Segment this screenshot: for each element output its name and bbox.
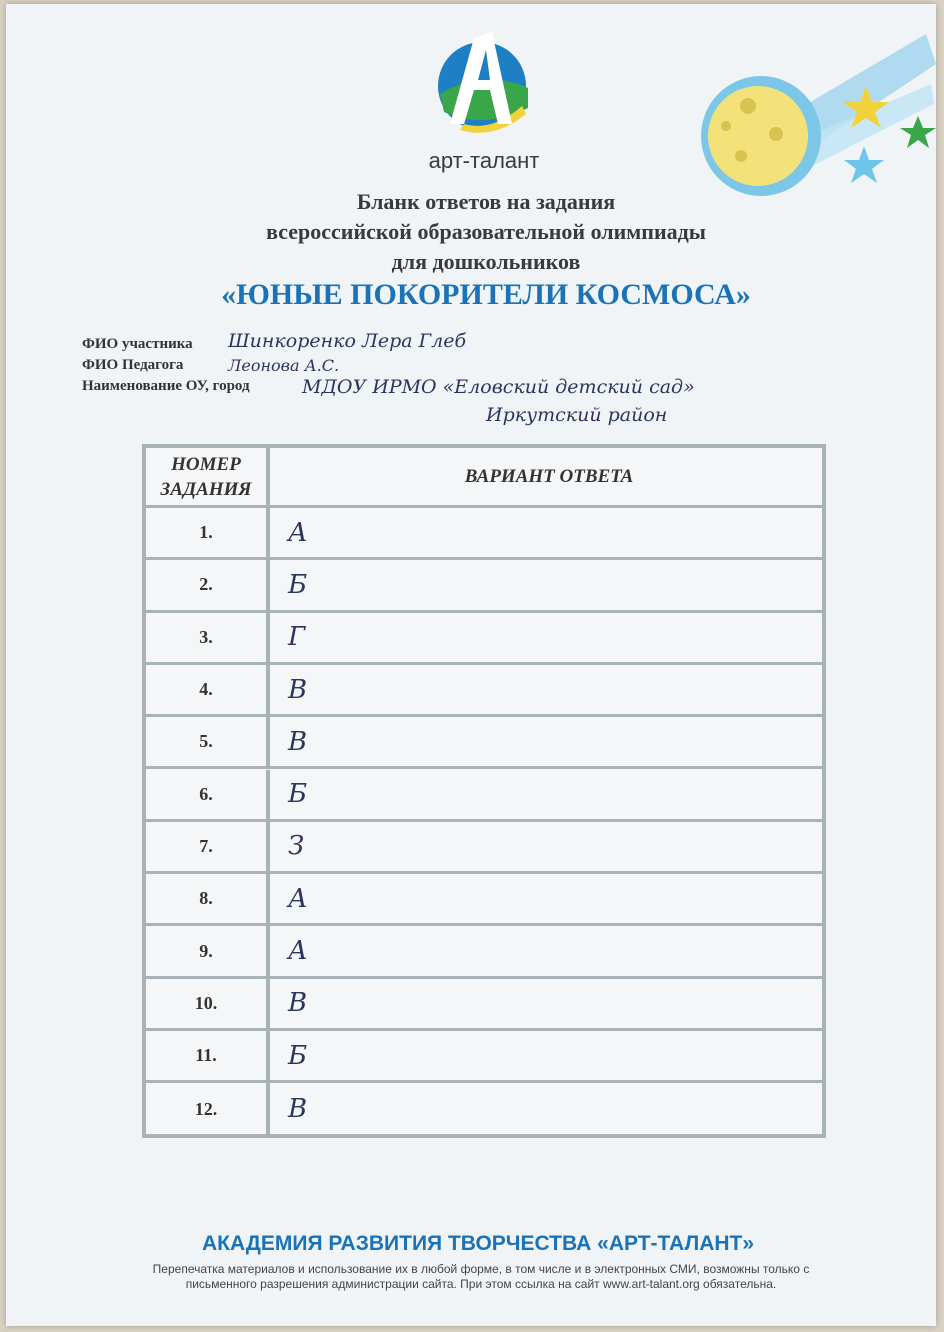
footer-title: АКАДЕМИЯ РАЗВИТИЯ ТВОРЧЕСТВА «АРТ-ТАЛАНТ» [201, 1232, 755, 1255]
brand-name: арт-талант [428, 148, 540, 173]
table-row [146, 1031, 822, 1083]
task-number: 11. [146, 1031, 270, 1080]
olympiad-title: «ЮНЫЕ ПОКОРИТЕЛИ КОСМОСА» [221, 278, 751, 311]
task-number: 10. [146, 979, 270, 1028]
table-row [146, 665, 822, 717]
answer-value: Б [288, 779, 308, 810]
answer-value: В [288, 674, 308, 705]
col-number-header [146, 448, 270, 505]
teacher-label: ФИО Педагога [82, 357, 184, 373]
col-number-line-1: НОМЕР [171, 453, 241, 475]
col-number-line-2: ЗАДАНИЯ [160, 478, 252, 500]
table-row [146, 822, 822, 874]
answer-value: З [288, 831, 305, 862]
answer-value: В [288, 988, 308, 1019]
task-number: 5. [146, 717, 270, 766]
table-row [146, 508, 822, 560]
table-header-row [146, 448, 822, 508]
task-number: 1. [146, 508, 270, 557]
task-number: 8. [146, 874, 270, 923]
task-number: 9. [146, 926, 270, 975]
answer-value: Г [288, 622, 306, 653]
footer-note-line-2: письменного разрешения администрации сайта. При этом ссылка на сайт www.art-talant.org обязательна. [185, 1277, 777, 1291]
col-answer-header: ВАРИАНТ ОТВЕТА [464, 465, 634, 487]
school-value-line-2: Иркутский район [486, 404, 668, 426]
participant-label: ФИО участника [82, 336, 193, 352]
table-row [146, 613, 822, 665]
task-number: 6. [146, 770, 270, 819]
school-value-line-1: МДОУ ИРМО «Еловский детский сад» [302, 376, 695, 398]
answer-sheet [6, 4, 936, 1326]
answer-value: В [288, 1094, 308, 1125]
art-talant-logo-icon [434, 28, 534, 140]
comet-stars-icon [696, 24, 944, 209]
answer-value: В [288, 726, 308, 757]
header-line-1: Бланк ответов на задания [356, 189, 616, 214]
table-row [146, 1083, 822, 1135]
table-row [146, 979, 822, 1031]
table-row [146, 717, 822, 769]
header-line-3: для дошкольников [391, 249, 581, 274]
task-number: 4. [146, 665, 270, 714]
table-row [146, 874, 822, 926]
answer-value: Б [288, 569, 308, 600]
answer-value: А [288, 883, 308, 914]
participant-value: Шинкоренко Лера Глеб [228, 330, 467, 352]
answer-value: А [288, 517, 308, 548]
table-row [146, 926, 822, 978]
table-row [146, 560, 822, 612]
school-label: Наименование ОУ, город [82, 378, 250, 394]
table-row [146, 770, 822, 822]
task-number: 12. [146, 1083, 270, 1135]
task-number: 7. [146, 822, 270, 871]
teacher-value: Леонова А.С. [228, 356, 340, 375]
answer-value: Б [288, 1040, 308, 1071]
answers-table [142, 444, 826, 1138]
footer-note-line-1: Перепечатка материалов и использование их в любой форме, в том числе и в электронных СМИ, возможны только с [152, 1262, 810, 1276]
answer-value: А [288, 936, 308, 967]
header-line-2: всероссийской образовательной олимпиады [266, 219, 706, 244]
task-number: 3. [146, 613, 270, 662]
task-number: 2. [146, 560, 270, 609]
